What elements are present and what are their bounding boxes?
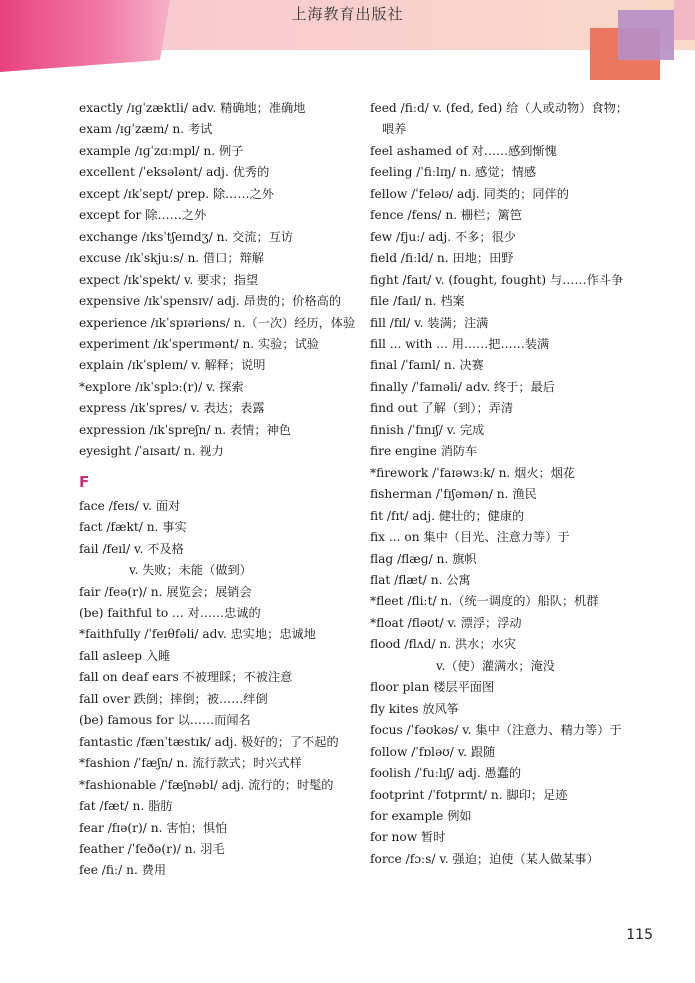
- glossary-entry: [79, 162, 364, 183]
- entry-text: focus /ˈfəʊkəs/ v. 集中（注意力、精力等）于: [370, 723, 622, 738]
- glossary-entry: [370, 334, 680, 355]
- glossary-entry: [79, 560, 364, 581]
- entry-text: file /faɪl/ n. 档案: [370, 294, 465, 309]
- glossary-entry: [79, 517, 364, 538]
- glossary-entry: [370, 613, 680, 634]
- glossary-entry: [370, 677, 680, 698]
- entry-text: fantastic /fænˈtæstɪk/ adj. 极好的；了不起的: [79, 734, 339, 749]
- glossary-entry: [79, 291, 364, 312]
- glossary-entry: [79, 420, 364, 441]
- glossary-entry: [79, 796, 364, 817]
- entry-text: feed /fiːd/ v. (fed, fed) 给（人或动物）食物；: [370, 101, 628, 115]
- entry-text: flood /flʌd/ n. 洪水；水灾: [370, 637, 516, 652]
- entry-text: excellent /ˈeksələnt/ adj. 优秀的: [79, 165, 270, 180]
- glossary-entry: [79, 753, 364, 774]
- entry-text: expression /ɪkˈspreʃn/ n. 表情；神色: [79, 422, 291, 437]
- entry-text: excuse /ɪkˈskjuːs/ n. 借口；辩解: [79, 251, 264, 266]
- entry-text: *fleet /fliːt/ n.（统一调度的）船队；机群: [370, 594, 599, 609]
- glossary-entry: [79, 689, 364, 710]
- glossary-entry: [79, 313, 364, 334]
- entry-text: floor plan 楼层平面图: [370, 680, 495, 695]
- glossary-entry: [79, 398, 364, 419]
- glossary-entry: [370, 98, 680, 141]
- glossary-entry: [370, 699, 680, 720]
- glossary-entry: [79, 839, 364, 860]
- entry-text: flag /flæɡ/ n. 旗帜: [370, 551, 477, 566]
- entry-text: exactly /ɪɡˈzæktli/ adv. 精确地；准确地: [79, 101, 306, 115]
- entry-text: force /fɔːs/ v. 强迫；迫使（某人做某事）: [370, 851, 599, 866]
- entry-continuation: 喂养: [382, 122, 407, 137]
- glossary-entry: [370, 398, 680, 419]
- entry-text: find out 了解（到）；弄清: [370, 401, 514, 416]
- glossary-entry: [370, 270, 680, 291]
- entry-text: foolish /ˈfuːlɪʃ/ adj. 愚蠢的: [370, 766, 522, 781]
- entry-text: follow /ˈfɒləʊ/ v. 跟随: [370, 744, 496, 759]
- glossary-entry: [79, 119, 364, 140]
- glossary-entry: [79, 667, 364, 688]
- glossary-entry: [79, 355, 364, 376]
- entry-text: eyesight /ˈaɪsaɪt/ n. 视力: [79, 444, 224, 459]
- entry-text: fight /faɪt/ v. (fought, fought) 与……作斗争: [370, 272, 624, 287]
- entry-text: experience /ɪkˈspɪəriəns/ n.（一次）经历，体验: [79, 315, 356, 330]
- entry-text: for example 例如: [370, 808, 472, 823]
- glossary-entry: [370, 377, 680, 398]
- entry-text: few /fjuː/ adj. 不多；很少: [370, 229, 516, 244]
- glossary-entry: [79, 860, 364, 881]
- glossary-entry: [370, 763, 680, 784]
- entry-text: fat /fæt/ n. 脂肪: [79, 799, 173, 814]
- entry-text: fear /fɪə(r)/ n. 害怕；惧怕: [79, 820, 228, 835]
- entry-text: *fashionable /ˈfæʃnəbl/ adj. 流行的；时髦的: [79, 777, 334, 792]
- entry-text: fee /fiː/ n. 费用: [79, 863, 167, 878]
- entry-text: fisherman /ˈfɪʃəmən/ n. 渔民: [370, 487, 537, 502]
- glossary-entry: [370, 162, 680, 183]
- glossary-entry: [370, 506, 680, 527]
- glossary-entry: [79, 377, 364, 398]
- glossary-entry: [370, 656, 680, 677]
- entry-text: v.（使）灌满水；淹没: [436, 658, 555, 673]
- glossary-entry: [370, 720, 680, 741]
- entry-text: fair /feə(r)/ n. 展览会；展销会: [79, 584, 252, 599]
- glossary-entry: [79, 334, 364, 355]
- entry-text: *firework /ˈfaɪəwɜːk/ n. 烟火；烟花: [370, 465, 576, 480]
- entry-text: final /ˈfaɪnl/ n. 决赛: [370, 358, 484, 373]
- entry-text: fit /fɪt/ adj. 健壮的；健康的: [370, 508, 525, 523]
- glossary-entry: [370, 570, 680, 591]
- glossary-entry: [79, 248, 364, 269]
- entry-text: fill /fɪl/ v. 装满；注满: [370, 315, 489, 330]
- glossary-entry: [79, 205, 364, 226]
- glossary-entry: [79, 646, 364, 667]
- entry-text: feel ashamed of 对……感到惭愧: [370, 143, 557, 158]
- glossary-entry: [370, 463, 680, 484]
- glossary-entry: [79, 141, 364, 162]
- glossary-entry: [370, 291, 680, 312]
- entry-text: except /ɪkˈsept/ prep. 除……之外: [79, 186, 274, 201]
- entry-text: express /ɪkˈspres/ v. 表达；表露: [79, 401, 265, 416]
- glossary-entry: [79, 818, 364, 839]
- entry-text: footprint /ˈfʊtprɪnt/ n. 脚印；足迹: [370, 787, 568, 802]
- entry-text: *explore /ɪkˈsplɔː(r)/ v. 探索: [79, 379, 244, 394]
- entry-text: for now 暂时: [370, 830, 446, 845]
- glossary-entry: [79, 582, 364, 603]
- glossary-entry: [370, 420, 680, 441]
- glossary-entry: [79, 98, 364, 119]
- left-column: [79, 98, 364, 882]
- glossary-entry: [370, 313, 680, 334]
- entry-text: fix ... on 集中（目光、注意力等）于: [370, 530, 570, 545]
- entry-text: fill ... with ... 用……把……装满: [370, 336, 550, 351]
- entry-text: *faithfully /ˈfeɪθfəli/ adv. 忠实地；忠诚地: [79, 627, 316, 642]
- entry-text: fire engine 消防车: [370, 444, 478, 459]
- page-number: 115: [626, 927, 653, 943]
- glossary-entry: [79, 624, 364, 645]
- entry-text: experiment /ɪkˈsperɪmənt/ n. 实验；试验: [79, 336, 319, 351]
- entry-text: exam /ɪɡˈzæm/ n. 考试: [79, 122, 213, 137]
- entry-text: fall on deaf ears 不被理睬；不被注意: [79, 670, 293, 685]
- entry-text: v. 失败；未能（做到）: [129, 563, 252, 578]
- glossary-entry: [370, 441, 680, 462]
- page-header-banner: [0, 0, 695, 80]
- entry-text: explain /ɪkˈspleɪn/ v. 解释；说明: [79, 358, 266, 373]
- entry-text: feather /ˈfeðə(r)/ n. 羽毛: [79, 841, 225, 856]
- glossary-entry: [370, 205, 680, 226]
- glossary-entry: [370, 184, 680, 205]
- glossary-entry: [370, 634, 680, 655]
- entry-text: fail /feɪl/ v. 不及格: [79, 541, 184, 556]
- entry-text: expensive /ɪkˈspensɪv/ adj. 昂贵的；价格高的: [79, 294, 342, 309]
- glossary-entry: [370, 355, 680, 376]
- entry-text: (be) faithful to ... 对……忠诚的: [79, 605, 261, 620]
- glossary-entry: [370, 591, 680, 612]
- glossary-entry: [79, 710, 364, 731]
- right-column: [370, 98, 680, 870]
- glossary-entry: [370, 527, 680, 548]
- entry-text: expect /ɪkˈspekt/ v. 要求；指望: [79, 272, 259, 287]
- glossary-entry: [79, 539, 364, 560]
- publisher-name: 上海教育出版社: [291, 5, 404, 23]
- entry-text: *float /fləʊt/ v. 漂浮；浮动: [370, 615, 522, 630]
- glossary-entry: [370, 806, 680, 827]
- entry-text: fall over 跌倒；摔倒；被……绊倒: [79, 691, 268, 706]
- entry-text: finish /ˈfɪnɪʃ/ v. 完成: [370, 422, 485, 437]
- entry-text: (be) famous for 以……而闻名: [79, 713, 251, 728]
- entry-text: *fashion /ˈfæʃn/ n. 流行款式；时兴式样: [79, 756, 302, 771]
- glossary-entry: [370, 849, 680, 870]
- glossary-entry: [370, 141, 680, 162]
- glossary-entry: [79, 227, 364, 248]
- entry-text: fall asleep 入睡: [79, 648, 171, 663]
- entry-text: fellow /ˈfeləʊ/ adj. 同类的；同伴的: [370, 186, 569, 201]
- entry-text: fact /fækt/ n. 事实: [79, 520, 187, 535]
- glossary-entry: [370, 227, 680, 248]
- entry-text: face /feɪs/ v. 面对: [79, 498, 181, 513]
- glossary-entry: [370, 248, 680, 269]
- entry-text: field /fiːld/ n. 田地；田野: [370, 251, 514, 266]
- entry-text: fly kites 放风筝: [370, 701, 459, 716]
- glossary-entry: [370, 827, 680, 848]
- section-letter-heading: F: [79, 472, 90, 491]
- glossary-entry: [79, 270, 364, 291]
- glossary-entry: [79, 603, 364, 624]
- glossary-entry: [79, 775, 364, 796]
- entry-text: finally /ˈfaɪnəli/ adv. 终于；最后: [370, 379, 555, 394]
- entry-text: exchange /ɪksˈtʃeɪndʒ/ n. 交流；互访: [79, 229, 294, 244]
- glossary-entry: [370, 742, 680, 763]
- entry-text: flat /flæt/ n. 公寓: [370, 572, 471, 587]
- glossary-entry: [370, 785, 680, 806]
- entry-text: fence /fens/ n. 栅栏；篱笆: [370, 208, 522, 223]
- glossary-entry: [79, 496, 364, 517]
- entry-text: feeling /ˈfiːlɪŋ/ n. 感觉；情感: [370, 165, 537, 180]
- entry-text: except for 除……之外: [79, 208, 207, 223]
- glossary-entry: [79, 184, 364, 205]
- glossary-entry: [370, 484, 680, 505]
- glossary-entry: [370, 549, 680, 570]
- glossary-entry: [79, 441, 364, 462]
- glossary-entry: [79, 732, 364, 753]
- entry-text: example /ɪɡˈzɑːmpl/ n. 例子: [79, 143, 244, 158]
